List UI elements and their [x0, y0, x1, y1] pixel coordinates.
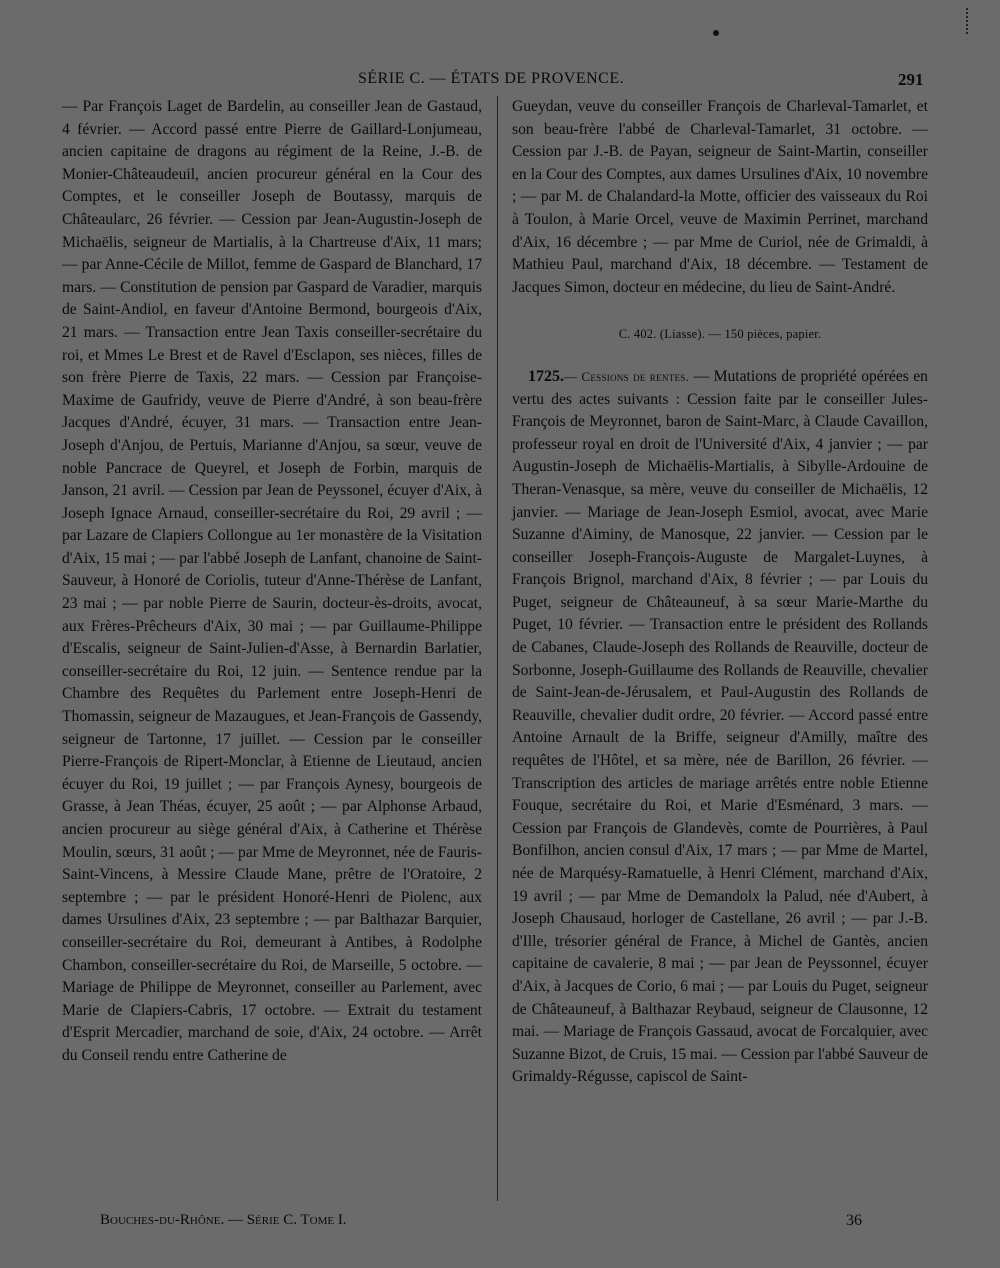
running-title: SÉRIE C. — ÉTATS DE PROVENCE.: [358, 70, 625, 87]
page-number: 291: [898, 70, 924, 89]
edge-marks: [966, 8, 974, 34]
column-divider: [497, 96, 498, 1201]
right-column: [512, 96, 928, 1089]
page-footer: [0, 1212, 1000, 1236]
article-heading: — Cessions de rentes.: [564, 368, 690, 384]
liasse-heading: C. 402. (Liasse). — 150 pièces, papier.: [618, 327, 822, 342]
left-column-text: — Par François Laget de Bardelin, au conseiller Jean de Gastaud, 4 février. — Accord passé entre Pierre de Gaillard-Lonjumeau, ancien capitaine de dragons au régiment de la Reine, J.-B. de Monier-Châteaudeuil, ancien procureur général en la Cour des Comptes, et le conseiller Joseph de Boutassy, marquis de Châteaularc, 26 février. — Cession par Jean-Augustin-Joseph de Michaëlis, seigneur de Martialis, à la Chartreuse d'Aix, 11 mars; — par Anne-Cécile de Millot, femme de Gaspard de Blanchard, 17 mars. — Constitution de pension par Gaspard de Varadier, marquis de Saint-Andiol, en faveur d'Antoine Bermond, bourgeois d'Aix, 21 mars. — Transaction entre Jean Taxis conseiller-secrétaire du roi, et Mmes Le Brest et de Ravel d'Esclapon, ses nièces, filles de son frère Pierre de Taxis, 22 mars. — Cession par Françoise-Maxime de Gaufridy, veuve de Pierre d'André, à son beau-frère Jacques d'André, écuyer, 31 mars. — Transaction entre Jean-Joseph d'Anjou, de Pertuis, Marianne d'Anjou, sa sœur, veuve de noble Pancrace de Queyrel, et Joseph de Forbin, marquis de Janson, 21 avril. — Cession par Jean de Peyssonel, écuyer d'Aix, à Joseph Ignace Arnaud, conseiller-secrétaire du Roi, 29 avril ; — par Lazare de Clapiers Collongue au 1er monastère de la Visitation d'Aix, 15 mai ; — par l'abbé Joseph de Lanfant, chanoine de Saint-Sauveur, à Honoré de Coriolis, tuteur d'Anne-Thérèse de Lanfant, 23 mai ; — par noble Pierre de Saurin, docteur-ès-droits, avocat, aux Frères-Prêcheurs d'Aix, 30 mai ; — par Guillaume-Philippe d'Escalis, seigneur de Saint-Julien-d'Asse, à Bernardin Barlatier, conseiller-secrétaire du Roi, 12 juin. — Sentence rendue par la Chambre des Requêtes du Parlement entre Joseph-Henri de Thomassin, seigneur de Mazaugues, et Jean-François de Gassendy, seigneur de Tartonne, 17 juillet. — Cession par le conseiller Pierre-François de Ripert-Monclar, à Etienne de Lieutaud, ancien écuyer du Roi, 19 juillet ; — par François Aynesy, bourgeois de Grasse, à Jean Théas, écuyer, 25 août ; — par Alphonse Arbaud, ancien procureur au siège général d'Aix, à Catherine et Thérèse Moulin, sœurs, 31 août ; — par Mme de Meyronnet, née de Fauris-Saint-Vincens, à Messire Claude Mane, prêtre de l'Oratoire, 2 septembre ; — par le président Honoré-Henri de Piolenc, aux dames Ursulines d'Aix, 23 septembre ; — par Balthazar Barquier, conseiller-secrétaire du Roi, demeurant à Antibes, à Rodolphe Chambon, conseiller-secrétaire du Roi, de Marseille, 5 octobre. — Mariage de Philippe de Meyronnet, conseiller au Parlement, avec Marie de Clapiers-Cabris, 17 octobre. — Extrait du testament d'Esprit Mercadier, marchand de soie, d'Aix, 24 octobre. — Arrêt du Conseil rendu entre Catherine de: [62, 98, 482, 1064]
continuation-text: Gueydan, veuve du conseiller François de Charleval-Tamarlet, et son beau-frère l'abbé de Charleval-Tamarlet, 31 octobre. — Cession par J.-B. de Payan, seigneur de Saint-Martin, conseiller en la Cour des Comptes, aux dames Ursulines d'Aix, 10 novembre ; — par M. de Chalandard-la Motte, officier des vaisseaux du Roi à Toulon, à Marie Orcel, veuve de Maximin Perrinet, marchand d'Aix, 16 décembre ; — par Mme de Curiol, née de Grimaldi, à Mathieu Paul, marchand d'Aix, 18 décembre. — Testament de Jacques Simon, docteur en médecine, du lieu de Saint-André.: [512, 98, 928, 296]
article-number: 1725.: [528, 367, 564, 385]
article-text: — Mutations de propriété opérées en vertu des actes suivants : Cession faite par le conseiller Jules-François de Meyronnet, baron de Saint-Marc, à Claude Cavaillon, professeur royal en droit de l'Université d'Aix, 4 janvier ; — par Augustin-Joseph de Michaëlis-Martialis, à Sibylle-Ardouine de Theran-Venasque, sa mère, veuve du conseiller de Michaëlis, 12 janvier. — Mariage de Jean-Joseph Esmiol, avocat, avec Marie Suzanne d'Aiminy, de Manosque, 22 janvier. — Cession par le conseiller Joseph-François-Auguste de Margalet-Luynes, à François Brignol, marchand d'Aix, 8 février ; — par Louis du Puget, seigneur de Châteauneuf, à sa sœur Marie-Marthe du Puget, 10 février. — Transaction entre le président des Rollands de Cabanes, Claude-Joseph des Rollands de Reauville, docteur de Sorbonne, Joseph-Guillaume des Rollands de Reauville, chevalier de Saint-Jean-de-Jérusalem, et Paul-Augustin des Rollands de Reauville, chevalier dudit ordre, 20 février. — Accord passé entre Antoine Arnault de la Briffe, seigneur d'Amilly, maître des requêtes de l'Hôtel, et sa mère, née de Barillon, 26 février. — Transcription des articles de mariage arrêtés entre noble Etienne Fouque, secrétaire du Roi, et Marie d'Esménard, 3 mars. — Cession par François de Glandevès, comte de Pourrières, à Paul Bonfilhon, ancien consul d'Aix, 17 mars ; — par Mme de Martel, née de Marquésy-Ramatuelle, à Henri Clément, marchand d'Aix, 19 avril ; — par Mme de Demandolx la Palud, née d'Aubert, à Joseph Chausaud, horloger de Castellane, 26 avril ; — par J.-B. d'Ille, trésorier général de France, à Michel de Gantès, ancien capitaine de cavalerie, 8 mai ; — par Jean de Peyssonnel, écuyer d'Aix, à Jacques de Corio, 6 mai ; — par Louis du Puget, seigneur de Châteauneuf, à Balthazar Reybaud, seigneur de Clausonne, 12 mai. — Mariage de François Gassaud, avocat de Forcalquier, avec Suzanne Bizot, de Cruis, 15 mai. — Cession par l'abbé Sauveur de Grimaldy-Régusse, capiscol de Saint-: [512, 367, 928, 1086]
page-header: [0, 70, 1000, 94]
left-column: [62, 96, 482, 1068]
ink-dot: [713, 30, 719, 36]
article-paragraph: [512, 366, 928, 1089]
footer-series: Bouches-du-Rhône. — Série C. Tome I.: [100, 1212, 347, 1228]
footer-sheet-number: 36: [846, 1212, 862, 1229]
